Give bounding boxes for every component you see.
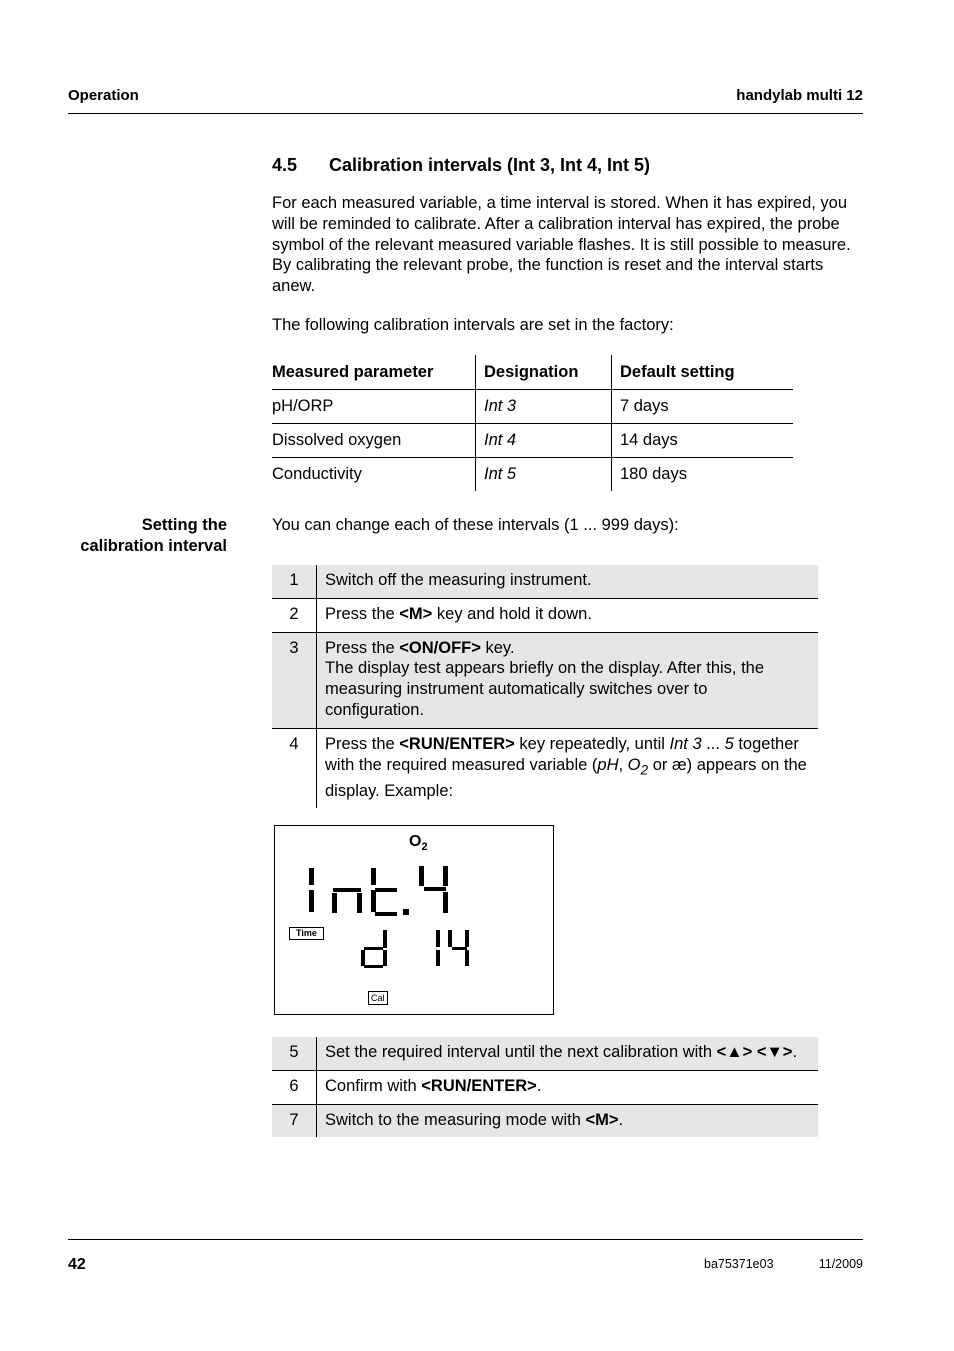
key-name: <M> [399, 604, 433, 623]
page-number: 42 [68, 1256, 86, 1273]
lcd-segment [436, 950, 440, 966]
col-header-parameter: Measured parameter [272, 355, 476, 390]
header-divider [68, 113, 863, 114]
interval-name: 5 [724, 734, 734, 753]
lcd-segment [364, 965, 383, 968]
steps-table [272, 565, 818, 808]
lcd-segment [364, 947, 383, 950]
step-text [317, 1070, 819, 1104]
variable-o2-subscript: 2 [640, 761, 649, 777]
lcd-segment [371, 868, 376, 885]
step-text-part: key and hold it down. [432, 604, 592, 623]
step-number: 2 [272, 598, 317, 632]
lcd-main-text [309, 866, 448, 916]
step-number: 5 [272, 1037, 317, 1070]
lcd-probe-letter: O [409, 833, 422, 850]
lcd-segment [383, 930, 387, 948]
lcd-segment [333, 888, 361, 892]
step-text [317, 598, 819, 632]
step-text: Switch off the measuring instrument. [317, 565, 819, 598]
variable-ph: pH [597, 755, 619, 774]
key-name: <RUN/ENTER> [421, 1076, 537, 1095]
lcd-segment [357, 893, 362, 913]
lcd-segment [375, 912, 397, 916]
lcd-segment [436, 930, 440, 947]
step-number: 7 [272, 1104, 317, 1137]
lcd-segment [465, 930, 469, 947]
table-row [272, 458, 793, 492]
key-name: <M> [585, 1110, 619, 1129]
intro-paragraph: For each measured variable, a time interval is stored. When it has expired, you will be reminded to calibrate. After a calibration interval has expired, the probe symbol of the relevant measured variable flashes. It is still possible to measure. By calibrating the relevant probe, the function is reset and the interval starts anew. [272, 194, 851, 296]
step-text-part: or [648, 755, 672, 774]
factory-intro-text: The following calibration intervals are set in the factory: [272, 316, 674, 334]
cell-designation: Int 3 [476, 390, 612, 424]
step-text-part: key repeatedly, until [514, 734, 670, 753]
lcd-display-example [274, 825, 554, 1015]
step-text [317, 728, 819, 808]
lcd-segment [309, 868, 314, 885]
lcd-cal-indicator: Cal [368, 991, 388, 1005]
step-text-part: , [618, 755, 628, 774]
document-code: ba75371e03 [704, 1257, 774, 1271]
step-text-part: . [536, 1076, 542, 1095]
section-number: 4.5 [272, 155, 298, 175]
cell-parameter: pH/ORP [272, 390, 476, 424]
lcd-segment [424, 887, 446, 891]
cell-designation: Int 5 [476, 458, 612, 492]
section-heading [272, 155, 650, 176]
step-text-part: . [618, 1110, 624, 1129]
key-name: <ON/OFF> [399, 638, 481, 657]
step-row [272, 565, 818, 598]
lcd-segment [448, 930, 452, 947]
step-row [272, 632, 818, 728]
lcd-segment-readout [275, 826, 553, 1014]
step-text-part: Press the [325, 638, 400, 657]
step-text [317, 1104, 819, 1137]
cell-parameter: Dissolved oxygen [272, 424, 476, 458]
lcd-segment [465, 950, 469, 966]
step-text-part: ... [701, 734, 725, 753]
step-text-part: . [792, 1043, 798, 1061]
key-name: <▲> [716, 1043, 753, 1061]
step-number: 4 [272, 728, 317, 808]
step-text-part: Set the required interval until the next calibration with [325, 1043, 717, 1061]
variable-o2 [627, 755, 649, 777]
margin-heading [80, 515, 227, 557]
lcd-segment [383, 950, 387, 966]
margin-heading-line2: calibration interval [80, 537, 227, 555]
lcd-segment [309, 890, 314, 912]
cell-parameter: Conductivity [272, 465, 362, 483]
interval-name: Int 3 [669, 734, 702, 753]
section-title: Calibration intervals (Int 3, Int 4, Int 5) [329, 155, 651, 175]
table-row [272, 424, 793, 458]
lcd-time-indicator: Time [289, 927, 324, 940]
step-text-part: ) appears on the display. Example: [325, 755, 807, 800]
lcd-segment [443, 892, 448, 913]
step-text-part: The display test appears briefly on the display. After this, the measuring instrument automatically switches over to configuration. [325, 659, 765, 719]
change-interval-text: You can change each of these intervals (1 ... 999 days): [272, 516, 679, 534]
margin-heading-line1: Setting the [141, 516, 227, 534]
step-text-part: Press the [325, 604, 400, 623]
step-number: 6 [272, 1070, 317, 1104]
step-row [272, 1070, 818, 1104]
lcd-segment [361, 950, 365, 966]
col-header-default: Default setting [612, 355, 794, 390]
step-text [317, 1037, 819, 1070]
step-text-part: Press the [325, 734, 400, 753]
col-header-designation: Designation [476, 355, 612, 390]
step-text-part: together with the required measured variable ( [325, 734, 799, 774]
lcd-segment [443, 866, 448, 886]
conductivity-symbol: æ [672, 755, 687, 774]
header-product-name: handylab multi 12 [736, 87, 863, 104]
cell-default: 7 days [612, 390, 794, 424]
table-header-row [272, 355, 793, 390]
lcd-probe-subscript: 2 [421, 841, 428, 854]
cell-default: 14 days [612, 424, 794, 458]
step-row [272, 1037, 818, 1070]
step-text-part: Confirm with [325, 1076, 422, 1095]
variable-o2-letter: O [627, 755, 641, 774]
lcd-segment [332, 893, 337, 913]
step-row [272, 598, 818, 632]
cell-designation: Int 4 [476, 424, 612, 458]
steps-table-continued [272, 1037, 818, 1137]
step-text [317, 632, 819, 728]
lcd-decimal-point [403, 909, 409, 915]
lcd-segment [371, 890, 376, 912]
lcd-segment [419, 866, 424, 886]
lcd-segment [375, 888, 397, 892]
factory-intervals-table [272, 355, 793, 491]
lcd-segment [452, 947, 467, 950]
step-number: 3 [272, 632, 317, 728]
step-row [272, 1104, 818, 1137]
step-text-part: Switch to the measuring mode with [325, 1110, 586, 1129]
step-text-part: key. [480, 638, 515, 657]
cell-default: 180 days [620, 465, 687, 483]
table-row [272, 390, 793, 424]
footer-divider [68, 1239, 863, 1240]
header-section-label: Operation [68, 87, 139, 104]
key-name: <▼> [756, 1043, 793, 1061]
lcd-secondary-text [361, 930, 469, 968]
step-number: 1 [272, 565, 317, 598]
step-row [272, 728, 818, 808]
key-name: <RUN/ENTER> [399, 734, 515, 753]
document-date: 11/2009 [818, 1257, 863, 1271]
